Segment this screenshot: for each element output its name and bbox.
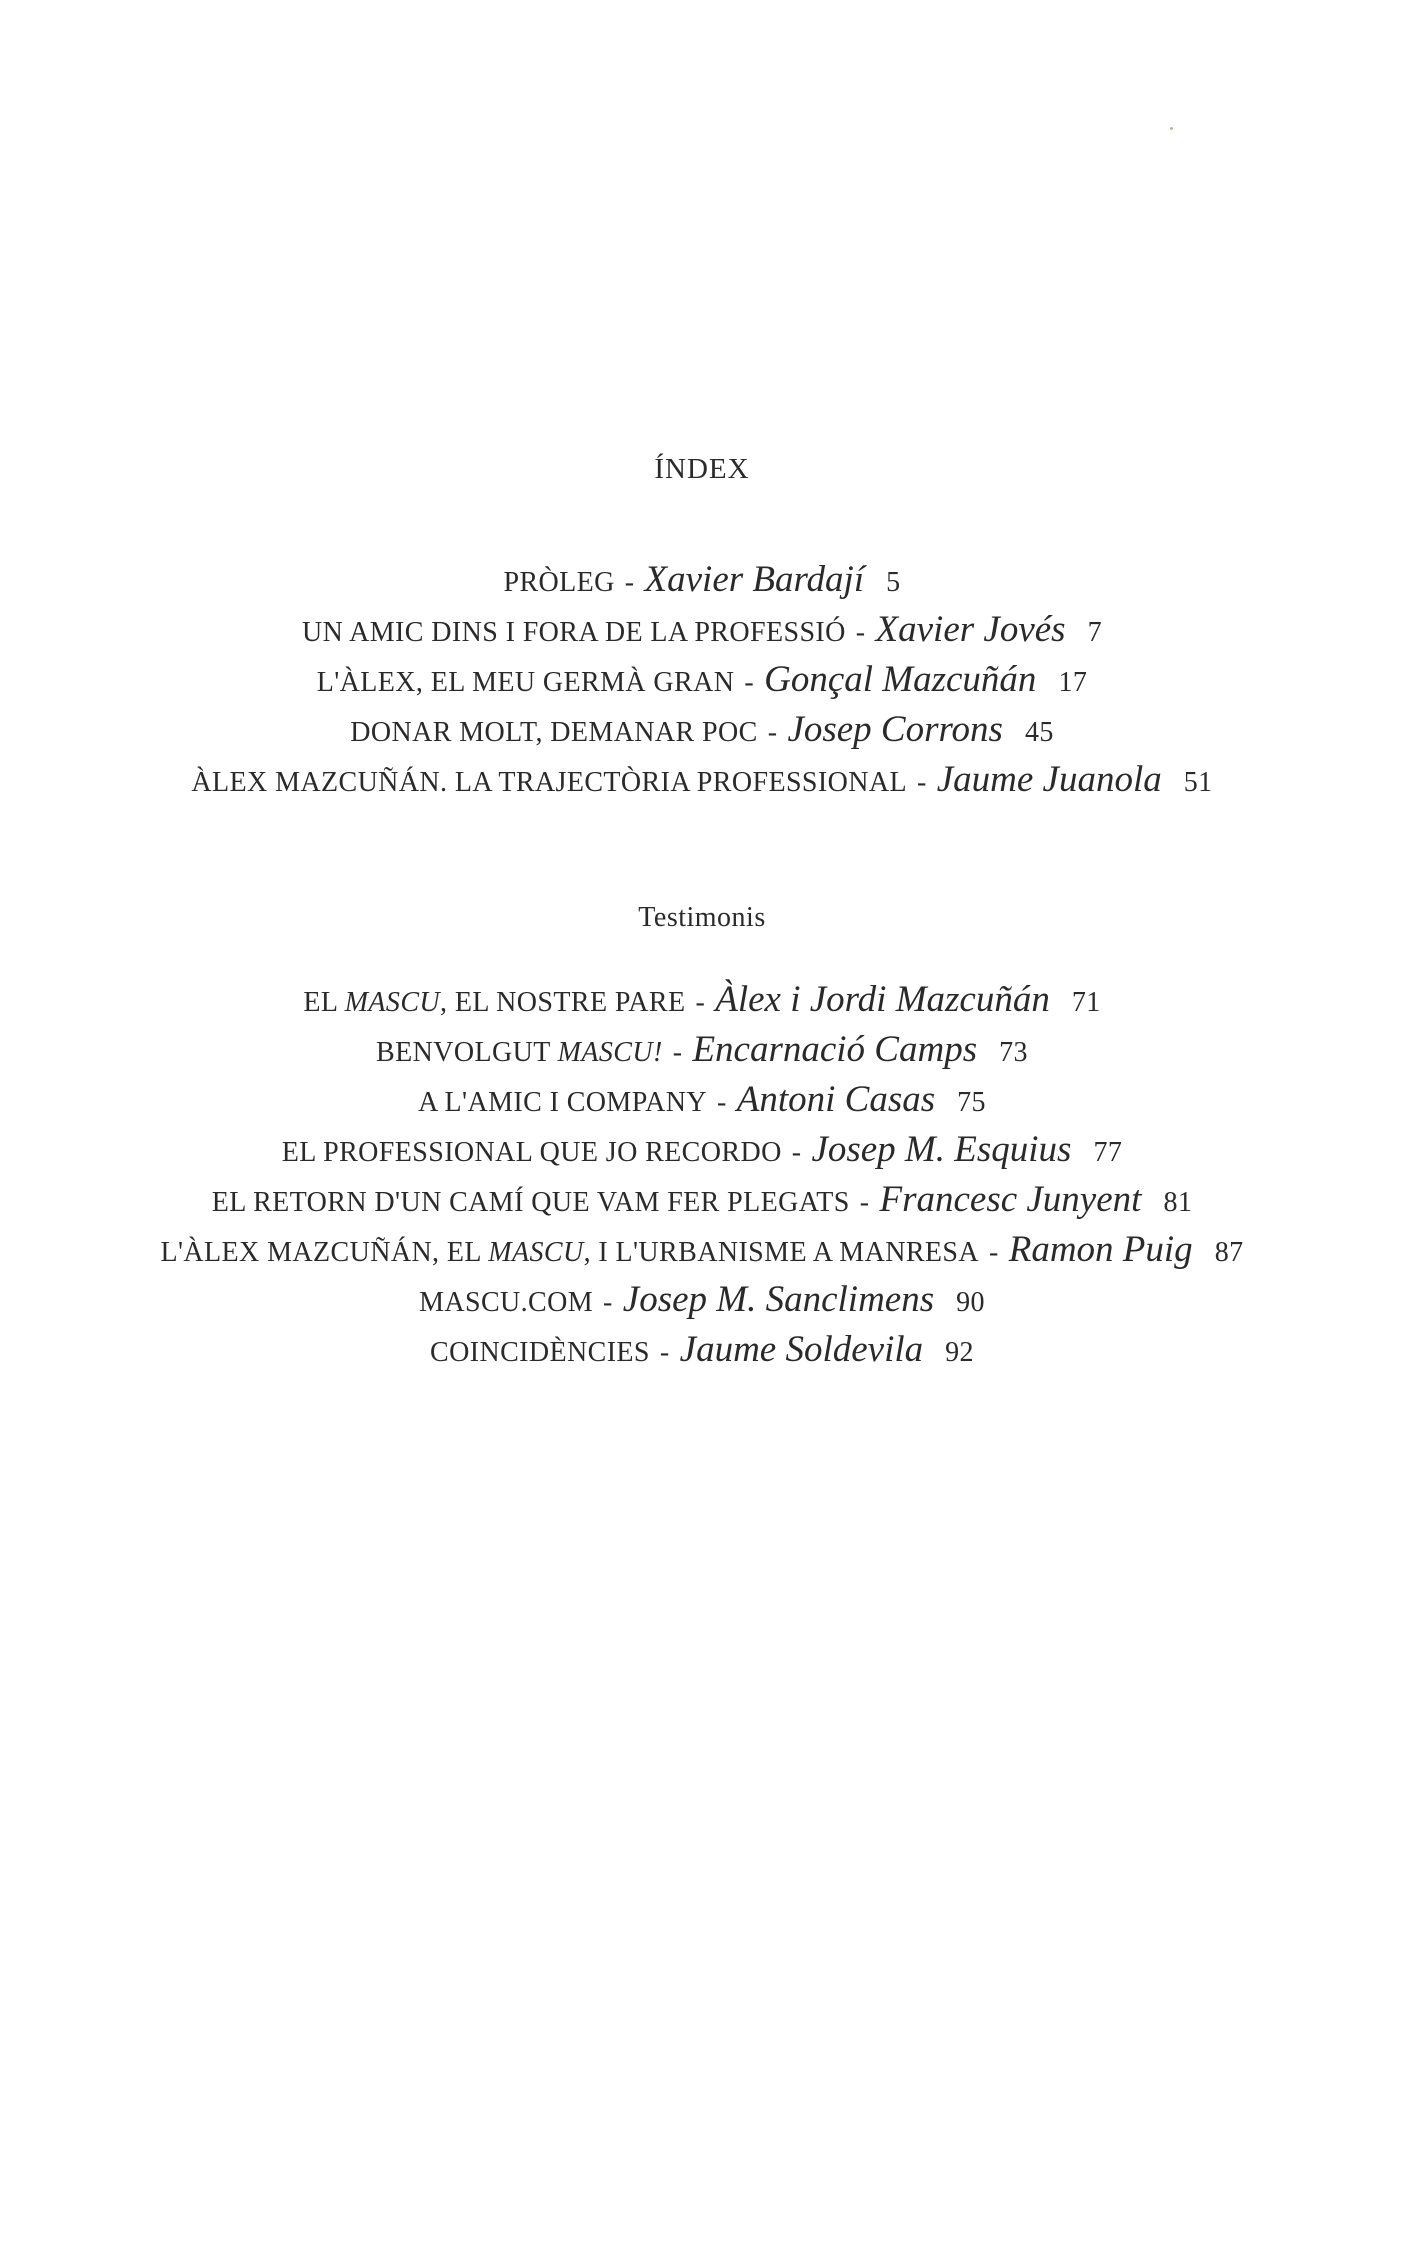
testimonis-entries-list bbox=[0, 975, 1404, 1375]
toc-entry bbox=[0, 655, 1404, 705]
entry-title-text-after: , EL NOSTRE PARE bbox=[440, 987, 686, 1018]
entry-page-number: 17 bbox=[1058, 667, 1088, 698]
entry-separator: - bbox=[916, 767, 927, 798]
entry-page-number: 77 bbox=[1093, 1137, 1123, 1168]
entry-author: Jaume Juanola bbox=[936, 759, 1162, 800]
entry-title bbox=[160, 1237, 979, 1268]
entry-title bbox=[419, 1287, 593, 1318]
entry-title bbox=[430, 1337, 650, 1368]
entry-separator: - bbox=[855, 617, 866, 648]
entry-title-text: L'ÀLEX MAZCUÑÁN, EL bbox=[160, 1237, 489, 1268]
entry-page-number: 71 bbox=[1071, 987, 1101, 1018]
index-title: ÍNDEX bbox=[654, 453, 750, 485]
toc-entry bbox=[0, 605, 1404, 655]
entry-title bbox=[303, 987, 685, 1018]
entry-title bbox=[418, 1087, 707, 1118]
toc-entry bbox=[0, 975, 1404, 1025]
entry-author: Antoni Casas bbox=[736, 1079, 936, 1120]
toc-entry bbox=[0, 705, 1404, 755]
entry-title-text: EL bbox=[303, 987, 345, 1018]
entry-author: Encarnació Camps bbox=[692, 1029, 978, 1070]
section-heading-testimonis: Testimonis bbox=[638, 902, 766, 933]
entry-author: Àlex i Jordi Mazcuñán bbox=[715, 979, 1050, 1020]
entry-author: Ramon Puig bbox=[1008, 1229, 1193, 1270]
paper-speck bbox=[1170, 127, 1173, 130]
entry-title: L'ÀLEX, EL MEU GERMÀ GRAN bbox=[316, 667, 735, 698]
entry-title: DONAR MOLT, DEMANAR POC bbox=[350, 717, 758, 748]
entry-separator: - bbox=[744, 667, 755, 698]
entry-page-number: 75 bbox=[957, 1087, 986, 1118]
entry-page-number: 5 bbox=[886, 567, 901, 598]
entry-author: Francesc Junyent bbox=[879, 1179, 1142, 1220]
toc-entry bbox=[0, 1275, 1404, 1325]
entry-separator: - bbox=[624, 567, 635, 598]
entry-separator: - bbox=[859, 1187, 870, 1218]
toc-entry bbox=[0, 1125, 1404, 1175]
entry-title bbox=[376, 1037, 663, 1068]
toc-entry bbox=[0, 555, 1404, 605]
entry-separator: - bbox=[695, 987, 706, 1018]
toc-entry bbox=[0, 1025, 1404, 1075]
toc-entry bbox=[0, 1175, 1404, 1225]
entry-separator: - bbox=[603, 1287, 613, 1318]
entry-page-number: 73 bbox=[999, 1037, 1028, 1068]
entry-title-text: A L'AMIC I COMPANY bbox=[418, 1087, 707, 1118]
entry-title-text: EL RETORN D'UN CAMÍ QUE VAM FER PLEGATS bbox=[211, 1187, 850, 1218]
entry-page-number: 90 bbox=[956, 1287, 985, 1318]
toc-entry bbox=[0, 1075, 1404, 1125]
toc-entry bbox=[0, 1325, 1404, 1375]
main-entries-list bbox=[0, 555, 1404, 805]
entry-page-number: 81 bbox=[1163, 1187, 1193, 1218]
entry-separator: - bbox=[659, 1337, 670, 1368]
entry-page-number: 7 bbox=[1087, 617, 1102, 648]
entry-title-text: BENVOLGUT bbox=[376, 1037, 558, 1068]
entry-title bbox=[212, 1187, 850, 1218]
entry-title: UN AMIC DINS I FORA DE LA PROFESSIÓ bbox=[302, 617, 846, 648]
entry-title-text: COINCIDÈNCIES bbox=[430, 1337, 650, 1368]
entry-author: Gonçal Mazcuñán bbox=[764, 659, 1037, 700]
entry-title-emphasis: MASCU bbox=[488, 1237, 584, 1268]
entry-separator: - bbox=[672, 1037, 683, 1068]
entry-title-emphasis: MASCU bbox=[344, 987, 441, 1018]
entry-separator: - bbox=[767, 717, 778, 748]
entry-author: Xavier Jovés bbox=[875, 609, 1066, 650]
entry-author: Jaume Soldevila bbox=[679, 1329, 924, 1370]
entry-author: Xavier Bardají bbox=[644, 559, 865, 600]
entry-separator: - bbox=[791, 1137, 802, 1168]
entry-author: Josep M. Sanclimens bbox=[622, 1279, 935, 1320]
entry-page-number: 92 bbox=[945, 1337, 974, 1368]
entry-page-number: 87 bbox=[1214, 1237, 1244, 1268]
entry-separator: - bbox=[717, 1087, 727, 1118]
entry-title-text: MASCU.COM bbox=[419, 1287, 594, 1318]
entry-author: Josep M. Esquius bbox=[811, 1129, 1072, 1170]
entry-page-number: 45 bbox=[1024, 717, 1054, 748]
entry-title-emphasis: MASCU! bbox=[557, 1037, 663, 1068]
entry-author: Josep Corrons bbox=[787, 709, 1003, 750]
entry-title: ÀLEX MAZCUÑÁN. LA TRAJECTÒRIA PROFESSIONAL bbox=[191, 767, 907, 798]
toc-entry bbox=[0, 1225, 1404, 1275]
entry-title-text: EL PROFESSIONAL QUE JO RECORDO bbox=[281, 1137, 782, 1168]
entry-separator: - bbox=[989, 1237, 999, 1268]
entry-page-number: 51 bbox=[1183, 767, 1213, 798]
entry-title-text-after: , I L'URBANISME A MANRESA bbox=[583, 1237, 979, 1268]
entry-title bbox=[282, 1137, 782, 1168]
entry-title: PRÒLEG bbox=[503, 567, 615, 598]
toc-entry bbox=[0, 755, 1404, 805]
